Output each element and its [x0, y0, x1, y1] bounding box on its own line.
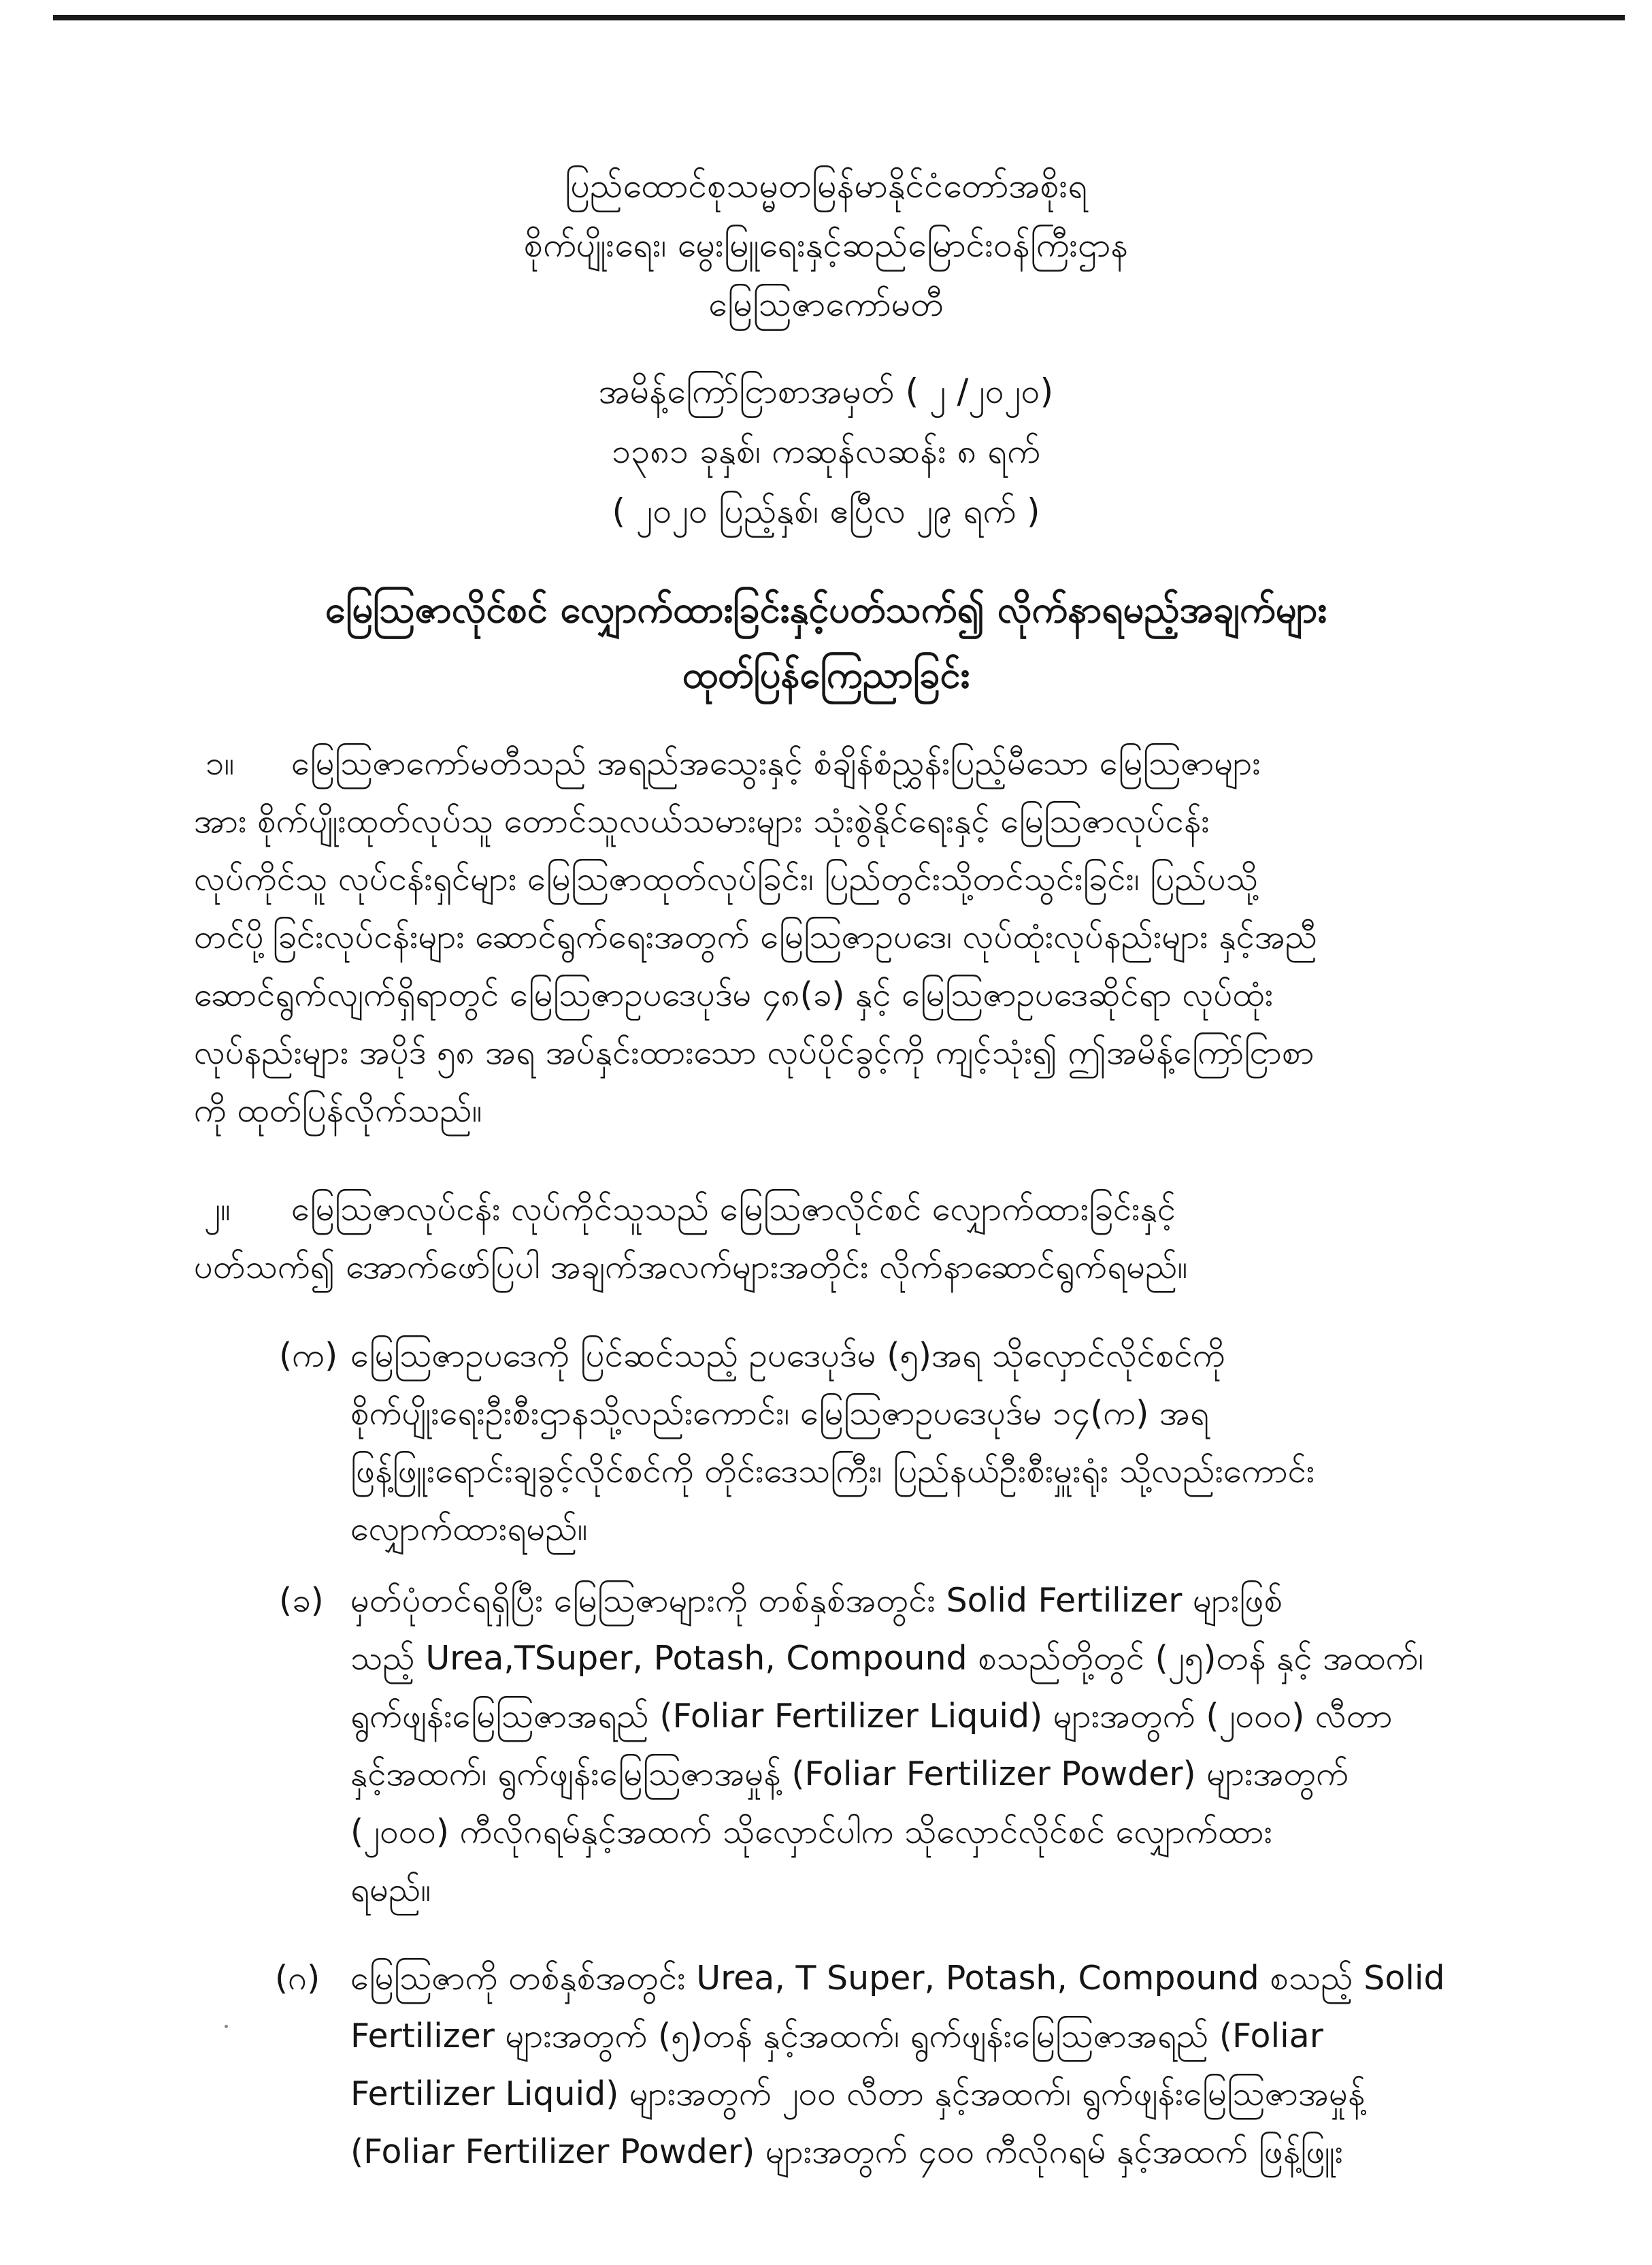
- paragraph-line: ကို ထုတ်ပြန်လိုက်သည်။: [194, 1091, 482, 1130]
- document-title-line-1: မြေသြဇာလိုင်စင် လျှောက်ထားခြင်းနှင့်ပတ်သက်၍ လိုက်နာရမည့်အချက်များ: [325, 588, 1327, 631]
- list-item-label: (ဂ): [275, 1959, 320, 1998]
- notification-number: အမိန့်ကြော်ငြာစာအမှတ် ( ၂ /၂၀၂၀): [598, 372, 1054, 411]
- paragraph-line: အား စိုက်ပျိုးထုတ်လုပ်သူ တောင်သူလယ်သမားများ သုံးစွဲနိုင်ရေးနှင့် မြေသြဇာလုပ်ငန်း: [194, 802, 1210, 841]
- paragraph-number: ၁။: [205, 744, 235, 783]
- list-item-line: ရွက်ဖျန်းမြေသြဇာအရည် (Foliar Fertilizer Liquid) များအတွက် (၂၀၀၀) လီတာ: [350, 1697, 1393, 1736]
- paragraph-number: ၂။: [204, 1190, 231, 1228]
- paragraph-line: ပတ်သက်၍ အောက်ဖော်ပြပါ အချက်အလက်များအတိုင်း လိုက်နာဆောင်ရွက်ရမည်။: [194, 1248, 1188, 1286]
- scan-speck: [225, 2025, 228, 2028]
- document-title-line-2: ထုတ်ပြန်ကြေညာခြင်း: [682, 653, 970, 696]
- list-item-line: (Foliar Fertilizer Powder) များအတွက် ၄၀၀ ကီလိုဂရမ် နှင့်အထက် ဖြန့်ဖြူး: [350, 2132, 1344, 2171]
- list-item-line: စိုက်ပျိုးရေးဦးစီးဌာနသို့လည်းကောင်း၊ မြေသြဇာဥပဒေပုဒ်မ ၁၄(က) အရ: [350, 1394, 1210, 1433]
- list-item-line: ဖြန့်ဖြူးရောင်းချခွင့်လိုင်စင်ကို တိုင်းဒေသကြီး၊ ပြည်နယ်ဦးစီးမှူးရုံး သို့လည်းကောင်း: [350, 1452, 1315, 1490]
- list-item-line: သည့် Urea,TSuper, Potash, Compound စသည်တို့တွင် (၂၅)တန် နှင့် အထက်၊: [350, 1639, 1424, 1678]
- myanmar-date: ၁၃၈၁ ခုနှစ်၊ ကဆုန်လဆန်း ၈ ရက်: [612, 431, 1040, 471]
- list-item-line: မြေသြဇာကို တစ်နှစ်အတွင်း Urea, T Super, Potash, Compound စသည့် Solid: [350, 1959, 1445, 1998]
- paragraph-line: ဆောင်ရွက်လျက်ရှိရာတွင် မြေသြဇာဥပဒေပုဒ်မ ၄၈(ခ) နှင့် မြေသြဇာဥပဒေဆိုင်ရာ လုပ်ထုံး: [194, 975, 1274, 1014]
- paragraph-line: မြေသြဇာလုပ်ငန်း လုပ်ကိုင်သူသည် မြေသြဇာလိုင်စင် လျှောက်ထားခြင်းနှင့်: [291, 1190, 1176, 1228]
- list-item-label: (ခ): [279, 1581, 324, 1620]
- paragraph-line: မြေသြဇာကော်မတီသည် အရည်အသွေးနှင့် စံချိန်စံညွှန်းပြည့်မီသော မြေသြဇာများ: [291, 744, 1261, 783]
- ministry-name: စိုက်ပျိုးရေး၊ မွေးမြူရေးနှင့်ဆည်မြောင်းဝန်ကြီးဌာန: [523, 225, 1129, 265]
- gregorian-date: ( ၂၀၂၀ ပြည့်နှစ်၊ ဧပြီလ ၂၉ ရက် ): [612, 491, 1040, 531]
- top-border-rule: [53, 15, 1625, 20]
- list-item-line: ရမည်။: [350, 1870, 431, 1909]
- government-name: ပြည်ထောင်စုသမ္မတမြန်မာနိုင်ငံတော်အစိုးရ: [565, 166, 1087, 206]
- list-item-line: (၂၀၀၀) ကီလိုဂရမ်နှင့်အထက် သိုလှောင်ပါက သိုလှောင်လိုင်စင် လျှောက်ထား: [350, 1812, 1273, 1851]
- committee-name: မြေသြဇာကော်မတီ: [708, 284, 944, 324]
- list-item-line: မှတ်ပုံတင်ရရှိပြီး မြေသြဇာများကို တစ်နှစ်အတွင်း Solid Fertilizer များဖြစ်: [350, 1581, 1283, 1620]
- paragraph-line: လုပ်ကိုင်သူ လုပ်ငန်းရှင်များ မြေသြဇာထုတ်လုပ်ခြင်း၊ ပြည်တွင်းသို့တင်သွင်းခြင်း၊ ပြည်ပသို့: [194, 860, 1259, 898]
- list-item-line: Fertilizer Liquid) များအတွက် ၂၀၀ လီတာ နှင့်အထက်၊ ရွက်ဖျန်းမြေသြဇာအမှုန့်: [350, 2074, 1366, 2113]
- list-item-label: (က): [279, 1336, 338, 1375]
- list-item-line: Fertilizer များအတွက် (၅)တန် နှင့်အထက်၊ ရွက်ဖျန်းမြေသြဇာအရည် (Foliar: [350, 2017, 1323, 2055]
- list-item-line: မြေသြဇာဥပဒေကို ပြင်ဆင်သည့် ဥပဒေပုဒ်မ (၅)အရ သိုလှောင်လိုင်စင်ကို: [350, 1336, 1225, 1375]
- paragraph-line: လုပ်နည်းများ အပိုဒ် ၅၈ အရ အပ်နှင်းထားသော လုပ်ပိုင်ခွင့်ကို ကျင့်သုံး၍ ဤအမိန့်ကြော်ငြာစာ: [194, 1033, 1315, 1072]
- list-item-line: လျှောက်ထားရမည်။: [350, 1510, 588, 1548]
- list-item-line: နှင့်အထက်၊ ရွက်ဖျန်းမြေသြဇာအမှုန့် (Foliar Fertilizer Powder) များအတွက်: [350, 1755, 1349, 1793]
- paragraph-line: တင်ပို့ခြင်းလုပ်ငန်းများ ဆောင်ရွက်ရေးအတွက် မြေသြဇာဥပဒေ၊ လုပ်ထုံးလုပ်နည်းများ နှင့်အညီ: [194, 917, 1318, 956]
